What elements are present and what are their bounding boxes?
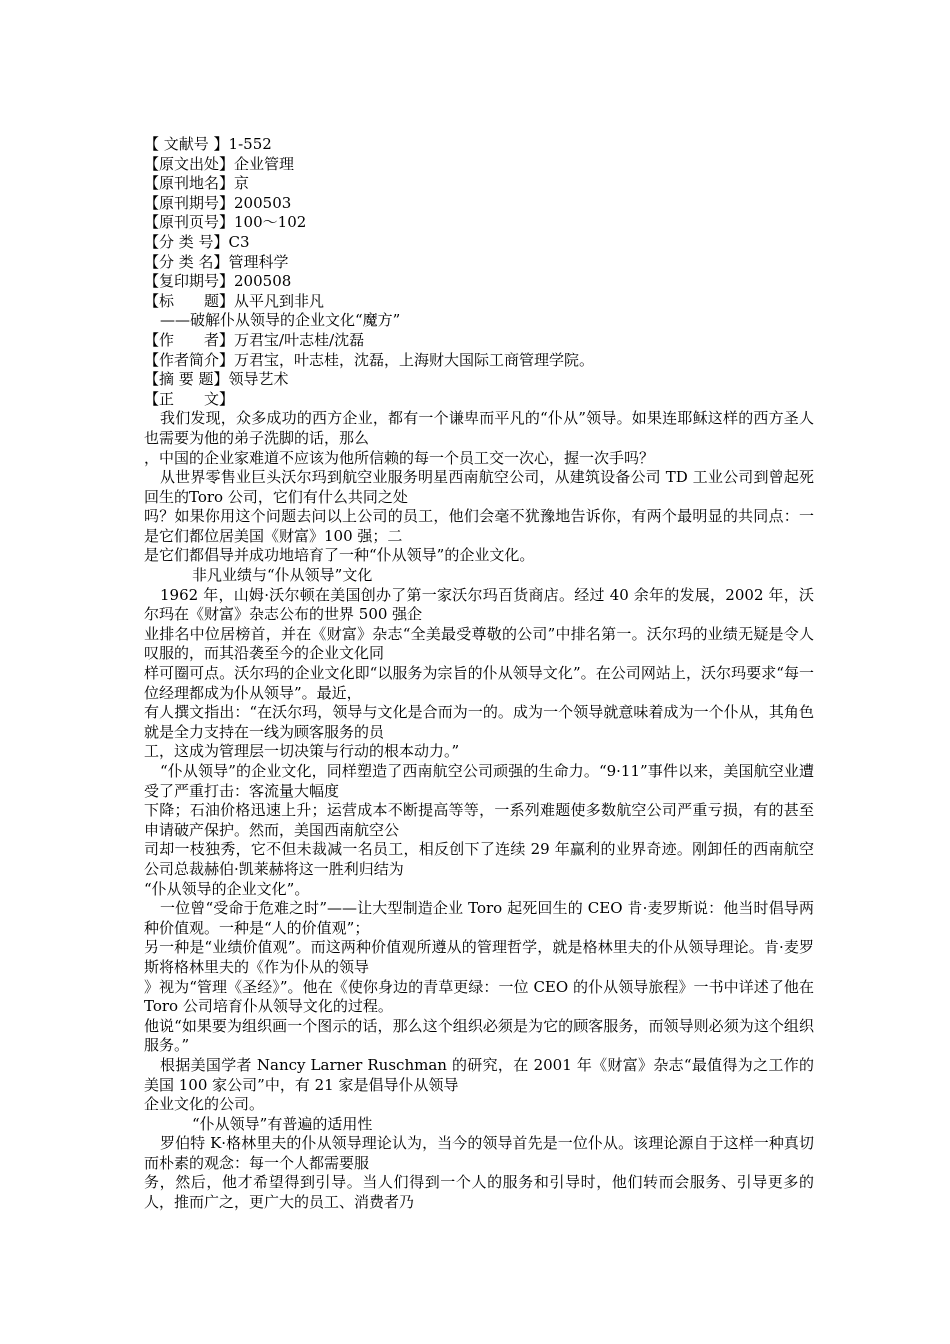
- meta-label: 【原文出处】: [144, 154, 235, 173]
- meta-value: 1-552: [228, 135, 272, 153]
- meta-value: 京: [234, 174, 250, 193]
- body-paragraph: 根据美国学者 Nancy Larner Ruschman 的研究，在 2001 年《财富》杂志“最值得为之工作的美国 100 家公司”中，有 21 家是倡导仆从领导: [144, 1055, 814, 1094]
- section-heading: 非凡业绩与“仆从领导”文化: [192, 566, 373, 585]
- meta-line-author: [144, 331, 814, 351]
- meta-label: 【分 类 名】: [144, 252, 229, 271]
- meta-label: 【 文献号 】: [144, 135, 229, 153]
- meta-line-source: [144, 155, 814, 175]
- meta-line-body-label: [144, 390, 814, 410]
- meta-value: 200503: [234, 193, 292, 212]
- meta-value: 100～102: [234, 213, 307, 232]
- meta-line-class-number: [144, 233, 814, 253]
- document-title: 从平凡到非凡: [234, 291, 325, 310]
- body-paragraph: “仆从领导的企业文化”。: [144, 879, 310, 898]
- body-paragraph: 业排名中位居榜首，并在《财富》杂志“全美最受尊敬的公司”中排名第一。沃尔玛的业绩无疑是令人叹服的，而其沿袭至今的企业文化同: [144, 624, 814, 663]
- meta-line-abstract-topic: [144, 370, 814, 390]
- meta-label: 【标 题】: [144, 291, 235, 310]
- meta-label: 【分 类 号】: [144, 232, 229, 251]
- body-paragraph: 下降；石油价格迅速上升；运营成本不断提高等等，一系列难题使多数航空公司严重亏损，有的甚至申请破产保护。然而，美国西南航空公: [144, 801, 814, 839]
- body-paragraph: 一位曾“受命于危难之时”——让大型制造企业 Toro 起死回生的 CEO 肯·麦罗斯说：他当时倡导两种价值观。一种是“人的价值观”；: [144, 899, 814, 937]
- meta-label: 【原刊期号】: [144, 193, 235, 212]
- meta-value: 领导艺术: [228, 370, 289, 389]
- meta-label: 【作者简介】: [144, 350, 235, 369]
- meta-line-author-bio: [144, 351, 814, 371]
- body-paragraph: 样可圈可点。沃尔玛的企业文化即“以服务为宗旨的仆从领导文化”。在公司网站上，沃尔玛要求“每一位经理都成为仆从领导”。最近，: [144, 664, 814, 702]
- meta-line-issue: [144, 194, 814, 214]
- body-paragraph: 1962 年，山姆·沃尔顿在美国创办了第一家沃尔玛百货商店。经过 40 余年的发展，2002 年，沃尔玛在《财富》杂志公布的世界 500 强企: [144, 585, 814, 624]
- body-paragraph: 有人撰文指出：“在沃尔玛，领导与文化是合而为一的。成为一个领导就意味着成为一个仆从，其角色就是全力支持在一线为顾客服务的员: [144, 703, 814, 741]
- meta-value: C3: [228, 232, 250, 251]
- body-paragraph: 罗伯特 K·格林里夫的仆从领导理论认为，当今的领导首先是一位仆从。该理论源自于这样一种真切而朴素的观念：每一个人都需要服: [144, 1134, 814, 1172]
- metadata-block: [144, 135, 814, 409]
- meta-value: 企业管理: [234, 154, 295, 173]
- meta-label: 【摘 要 题】: [144, 370, 229, 389]
- body-paragraph: “仆从领导”的企业文化，同样塑造了西南航空公司顽强的生命力。“9·11”事件以来，美国航空业遭受了严重打击：客流量大幅度: [144, 762, 814, 800]
- article-body: [144, 409, 814, 1212]
- document-subtitle: ——破解仆从领导的企业文化“魔方”: [160, 311, 401, 330]
- document-page: [144, 135, 814, 1213]
- meta-label: 【作 者】: [144, 330, 235, 349]
- meta-line-class-name: [144, 253, 814, 273]
- meta-line-doc-number: [144, 135, 814, 155]
- body-paragraph: 是它们都倡导并成功地培育了一种“仆从领导”的企业文化。: [144, 546, 535, 565]
- meta-label: 【原刊地名】: [144, 174, 235, 193]
- body-paragraph: 务，然后，他才希望得到引导。当人们得到一个人的服务和引导时，他们转而会服务、引导更多的人，推而广之，更广大的员工、消费者乃: [144, 1173, 814, 1212]
- meta-value: 万君宝/叶志桂/沈磊: [234, 330, 365, 349]
- meta-value: 万君宝，叶志桂，沈磊，上海财大国际工商管理学院。: [234, 350, 595, 369]
- meta-line-pages: [144, 213, 814, 233]
- body-paragraph: 吗？如果你用这个问题去问以上公司的员工，他们会毫不犹豫地告诉你，有两个最明显的共同点：一是它们都位居美国《财富》100 强；二: [144, 507, 814, 545]
- meta-value: 200508: [234, 272, 292, 291]
- body-paragraph: 从世界零售业巨头沃尔玛到航空业服务明星西南航空公司，从建筑设备公司 TD 工业公司到曾起死回生的Toro 公司，它们有什么共同之处: [144, 468, 814, 506]
- meta-line-place: [144, 174, 814, 194]
- body-paragraph: 另一种是“业绩价值观”。而这两种价值观所遵从的管理哲学，就是格林里夫的仆从领导理论。肯·麦罗斯将格林里夫的《作为仆从的领导: [144, 938, 814, 976]
- body-paragraph: ，中国的企业家难道不应该为他所信赖的每一个员工交一次心，握一次手吗？: [144, 448, 655, 467]
- body-paragraph: 工，这成为管理层一切决策与行动的根本动力。”: [144, 742, 460, 761]
- body-paragraph: 他说“如果要为组织画一个图示的话，那么这个组织必须是为它的顾客服务，而领导则必须为这个组织服务。”: [144, 1016, 814, 1055]
- section-heading: “仆从领导”有普遍的适用性: [192, 1114, 373, 1133]
- body-paragraph: 》视为“管理《圣经》”。他在《使你身边的青草更绿：一位 CEO 的仆从领导旅程》一书中详述了他在 Toro 公司培育仆从领导文化的过程。: [144, 977, 814, 1016]
- meta-label: 【原刊页号】: [144, 213, 235, 232]
- body-paragraph: 我们发现，众多成功的西方企业，都有一个谦卑而平凡的“仆从”领导。如果连耶稣这样的西方圣人也需要为他的弟子洗脚的话，那么: [144, 409, 814, 447]
- meta-value: 管理科学: [228, 252, 289, 271]
- meta-line-subtitle: [144, 311, 814, 331]
- meta-label: 【正 文】: [144, 389, 235, 408]
- body-paragraph: 企业文化的公司。: [144, 1095, 265, 1114]
- meta-label: 【复印期号】: [144, 272, 235, 291]
- meta-line-reprint-issue: [144, 272, 814, 292]
- body-paragraph: 司却一枝独秀，它不但未裁减一名员工，相反创下了连续 29 年赢利的业界奇迹。刚卸任的西南航空公司总裁赫伯·凯莱赫将这一胜利归结为: [144, 840, 814, 878]
- meta-line-title: [144, 292, 814, 312]
